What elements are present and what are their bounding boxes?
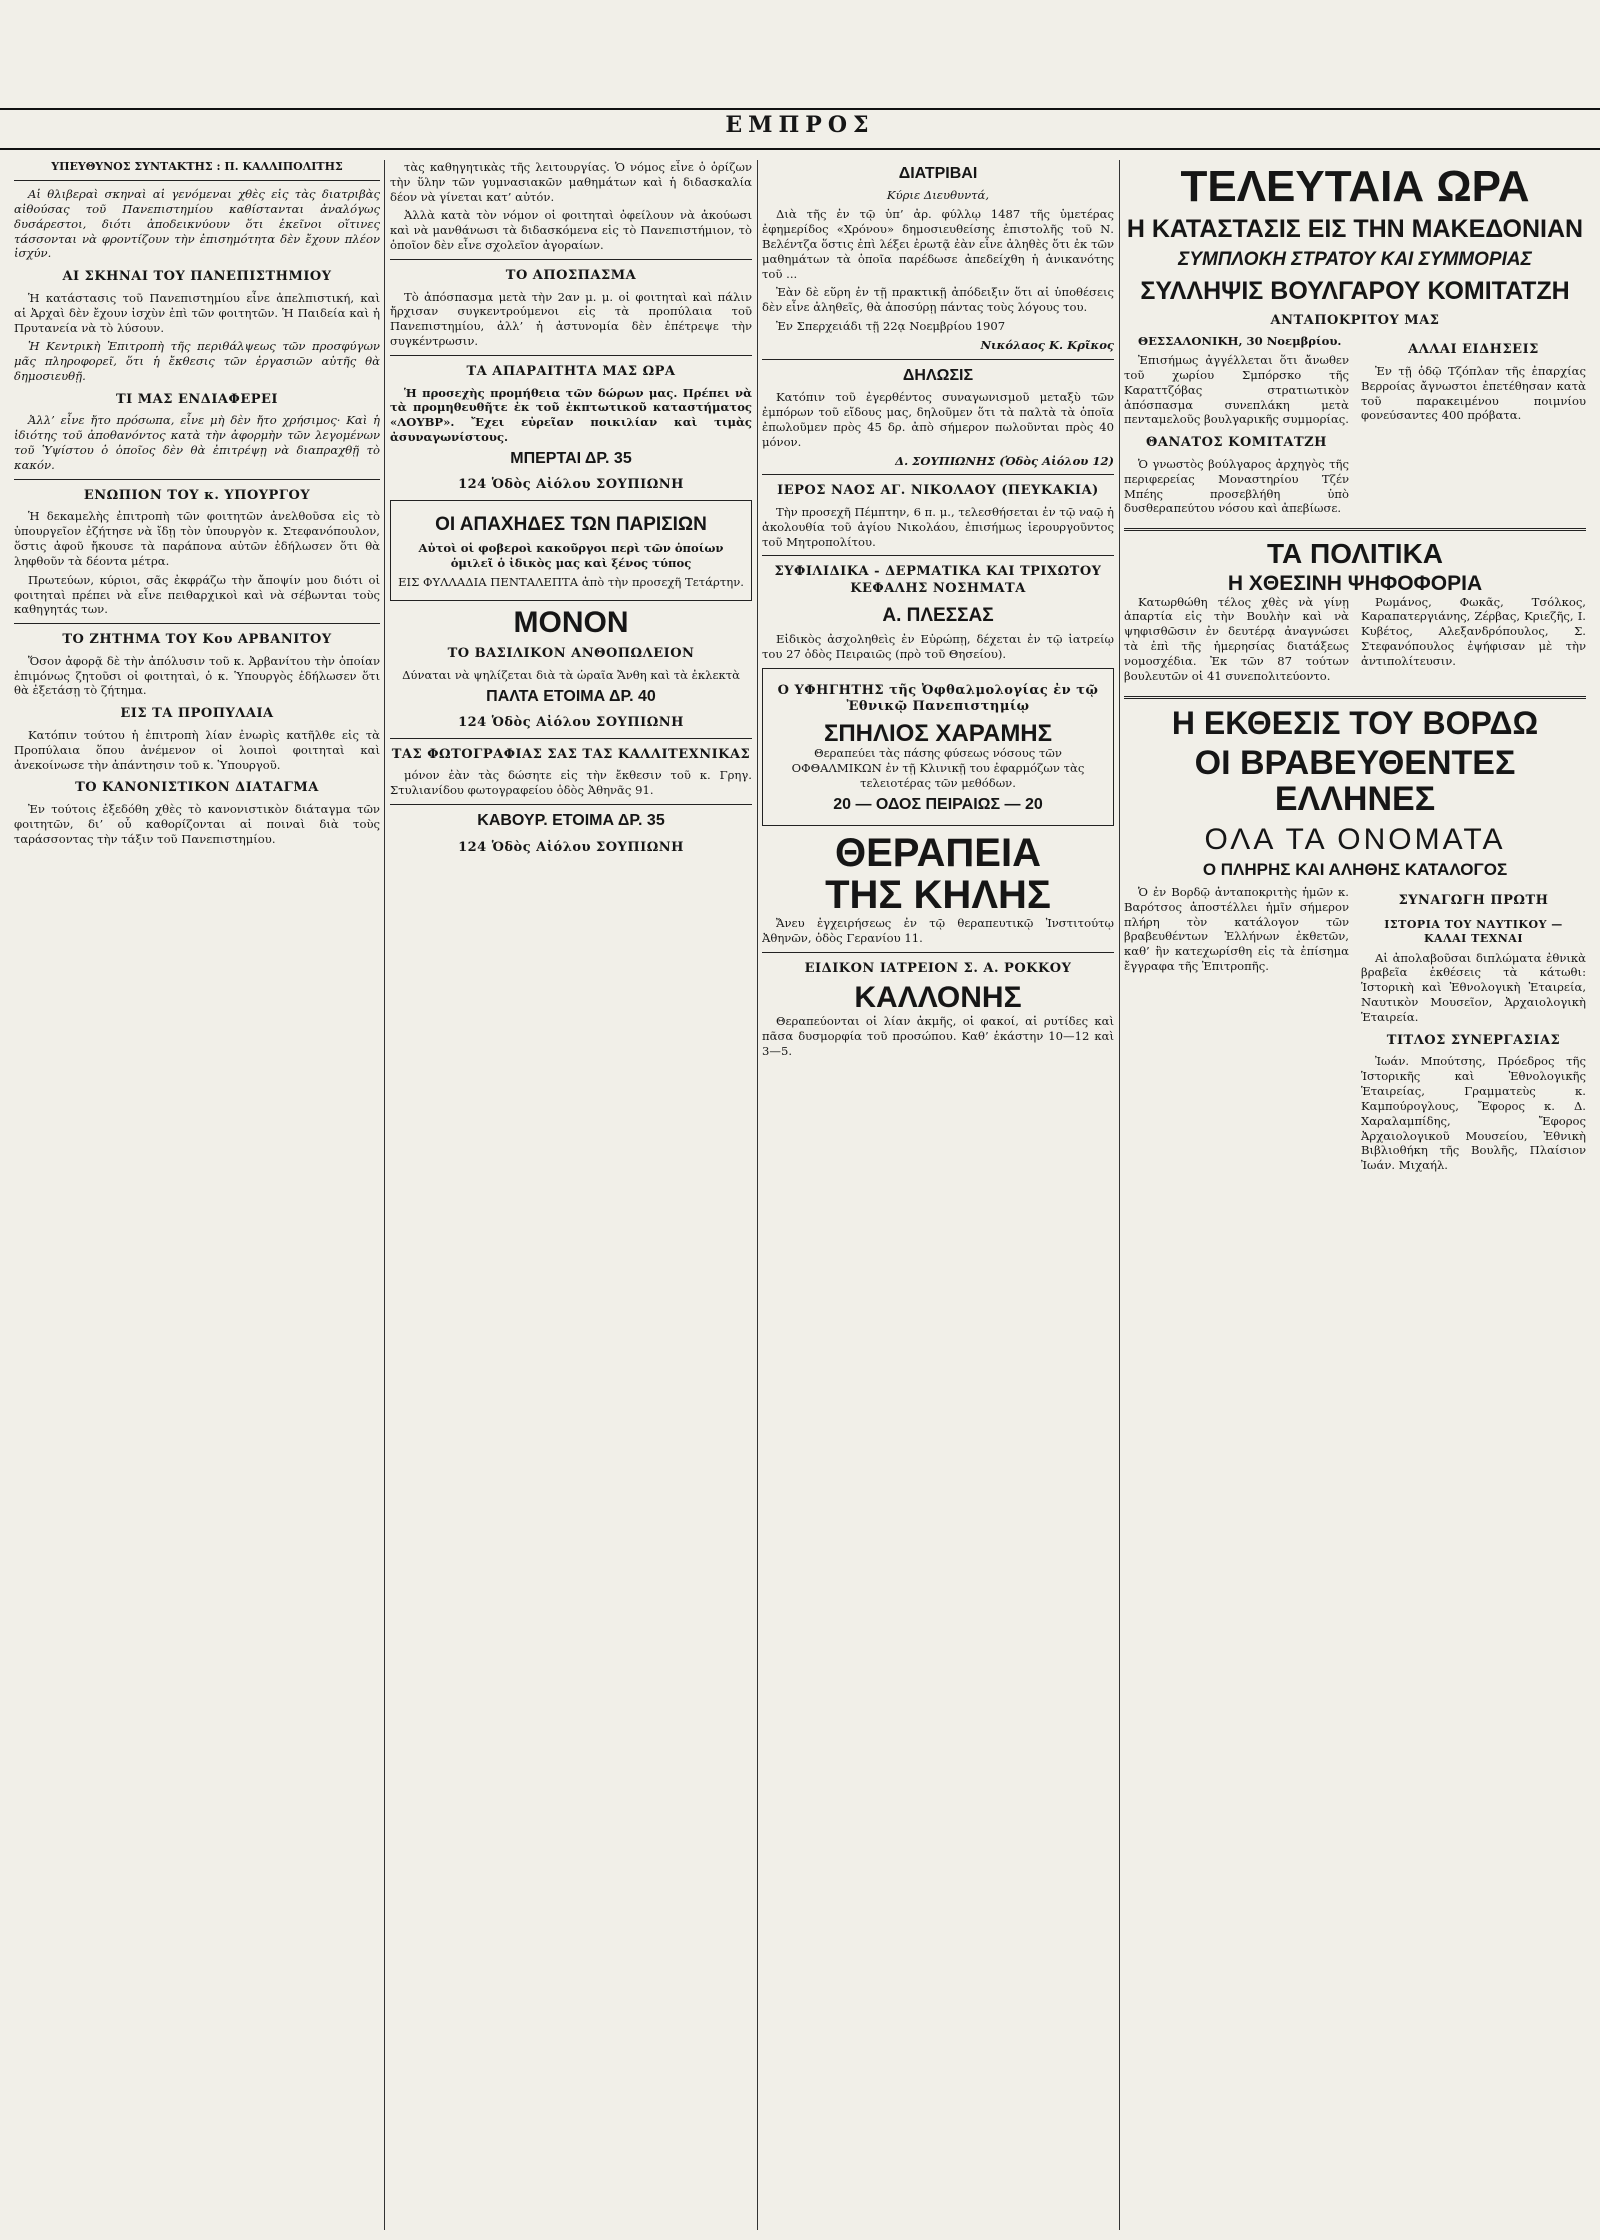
- divider: [14, 479, 380, 480]
- ad-text: ΕΙΣ ΦΥΛΛΑΔΙΑ ΠΕΝΤΑΛΕΠΤΑ ἀπὸ τὴν προσεχῆ Τετάρτην.: [398, 574, 744, 589]
- article-heading: ΤΟ ΚΑΝΟΝΙΣΤΙΚΟΝ ΔΙΑΤΑΓΜΑ: [75, 780, 319, 796]
- news-column-right: [1361, 595, 1586, 688]
- column-3: [762, 160, 1114, 2230]
- column-divider: [384, 160, 385, 2230]
- news-heading: ΑΛΛΑΙ ΕΙΔΗΣΕΙΣ: [1408, 342, 1539, 358]
- news-paragraph: Ρωμάνος, Φωκᾶς, Τσόλκος, Καραπατεργιάνης, Ζέρβας, Κριεζῆς, Ι. Κυβέτος, Αλεξανδρόπουλος, Σ. Στεφανόπουλος ἐψήφισαν μὲ τὴν ἀντιπολίτευσιν.: [1361, 594, 1586, 668]
- headline-banner: ΤΕΛΕΥΤΑΙΑ ΩΡΑ: [1180, 162, 1530, 211]
- ad-address: 124 Ὁδὸς Αἰόλου ΣΟΥΠΙΩΝΗ: [458, 715, 684, 731]
- divider: [762, 952, 1114, 953]
- divider: [14, 180, 380, 181]
- ad-title: ΜΟΝΟΝ: [513, 605, 629, 639]
- divider: [390, 355, 752, 356]
- headline-banner: Η ΚΑΤΑΣΤΑΣΙΣ ΕΙΣ ΤΗΝ ΜΑΚΕΔΟΝΙΑΝ: [1126, 215, 1584, 244]
- article-paragraph: Ἡ δεκαμελὴς ἐπιτροπὴ τῶν φοιτητῶν ἀνελθοῦσα εἰς τὸ ὑπουργεῖον ἐζήτησε νὰ ἴδῃ τὸν ὑπουργὸν κ. Στεφανόπουλον, ὅστις ἀφοῦ ἤκουσε τὰ παράπονα αὐτῶν ἐδήλωσεν ὅτι θὰ ληφθοῦν τὰ δέοντα μέτρα.: [14, 509, 380, 568]
- ad-text: Εἰδικὸς ἀσχοληθεὶς ἐν Εὐρώπῃ, δέχεται ἐν τῷ ἰατρείῳ του 27 ὁδὸς Πειραιῶς (πρὸ τοῦ Θησείου).: [762, 632, 1114, 661]
- headline-banner: Ο ΠΛΗΡΗΣ ΚΑΙ ΑΛΗΘΗΣ ΚΑΤΑΛΟΓΟΣ: [1202, 860, 1508, 880]
- ad-text: Ἄνευ ἐγχειρήσεως ἐν τῷ θεραπευτικῷ Ἰνστιτούτῳ Ἀθηνῶν, ὁδὸς Γερανίου 11.: [762, 916, 1114, 945]
- ad-heading: Ο ΥΦΗΓΗΤΗΣ τῆς Ὀφθαλμολογίας ἐν τῷ Ἐθνικῷ Πανεπιστημίῳ: [777, 682, 1099, 715]
- ad-text: Αὐτοὶ οἱ φοβεροὶ κακοῦργοι περὶ τῶν ὁποίων ὁμιλεῖ ὁ ἰδικὸς μας καὶ ξένος τύπος: [418, 541, 724, 571]
- ad-price: ΚΑΒΟΥΡ. ΕΤΟΙΜΑ ΔΡ. 35: [477, 812, 665, 830]
- article-heading: ΕΙΣ ΤΑ ΠΡΟΠΥΛΑΙΑ: [120, 706, 274, 722]
- divider: [762, 359, 1114, 360]
- ad-heading: ΤΑΣ ΦΩΤΟΓΡΑΦΙΑΣ ΣΑΣ ΤΑΣ ΚΑΛΛΙΤΕΧΝΙΚΑΣ: [391, 746, 751, 762]
- news-heading: ΘΑΝΑΤΟΣ ΚΟΜΙΤΑΤΖΗ: [1146, 435, 1327, 451]
- news-paragraph: Ἐν τῇ ὁδῷ Τζόπλαν τῆς ἐπαρχίας Βερροίας ἄγνωστοι ἐπετέθησαν κατὰ τοῦ παρακειμένου ποιμνίου φονεύσαντες 400 πρόβατα.: [1361, 363, 1586, 423]
- article-paragraph: Ἀλλὰ κατὰ τὸν νόμον οἱ φοιτηταὶ ὀφείλουν νὰ ἀκούωσι καὶ νὰ μανθάνωσι τὰ διδασκόμενα εἰς τὸ Πανεπιστήμιον, τὸ ὁποῖον δὲν εἶνε σχολεῖον ἀγοραίων.: [390, 208, 752, 253]
- ad-title: ΟΙ ΑΠΑΧΗΔΕΣ ΤΩΝ ΠΑΡΙΣΙΩΝ: [435, 513, 707, 535]
- ad-price: ΜΠΕΡΤΑΙ ΔΡ. 35: [510, 449, 632, 467]
- article-paragraph: Πρωτεύων, κύριοι, σᾶς ἐκφράζω τὴν ἄποψίν μου διότι οἱ φοιτηταὶ πρέπει νὰ εἶνε πειθαρχικοὶ καὶ νὰ σέβωνται τοὺς καθηγητάς των.: [14, 572, 380, 617]
- article-paragraph: Ἐὰν δὲ εὕρη ἐν τῇ πρακτικῇ ἀπόδειξιν ὅτι αἱ ὑποθέσεις δὲν εἶνε ἀληθεῖς, θὰ ἀποσύρῃ πάντας τοὺς λόγους του.: [762, 285, 1114, 315]
- ad-heading: ΕΙΔΙΚΟΝ ΙΑΤΡΕΙΟΝ Σ. Α. ΡΟΚΚΟΥ: [804, 960, 1072, 976]
- ad-title: ΚΑΛΛΟΝΗΣ: [854, 981, 1022, 1015]
- divider: [762, 555, 1114, 556]
- notice-signature: Δ. ΣΟΥΠΙΩΝΗΣ (Ὁδὸς Αἰόλου 12): [895, 453, 1114, 468]
- column-divider: [757, 160, 758, 2230]
- news-paragraph: Ἰωάν. Μπούτσης, Πρόεδρος τῆς Ἱστορικῆς καὶ Ἐθνολογικῆς Ἑταιρείας, Γραμματεὺς κ. Καμπούρογλους, Ἔφορος κ. Δ. Χαραλαμπίδης, Ἔφορος Ἀρχαιολογικοῦ Μουσείου, Ἐθνικὴ Βιβλιοθήκη τῆς Βουλῆς, Πλαίσιον Ἰωάν. Μιχαήλ.: [1361, 1054, 1586, 1173]
- column-4: [1124, 160, 1586, 2230]
- article-paragraph: Ἐν τούτοις ἐξεδόθη χθὲς τὸ κανονιστικὸν διάταγμα τῶν φοιτητῶν, δι’ οὗ καθορίζονται αἱ ποιναὶ διὰ τοὺς ταράσσοντας τὴν τάξιν τοῦ Πανεπιστημίου.: [14, 802, 380, 846]
- column-divider: [1119, 160, 1120, 2230]
- ad-heading: ΣΥΦΙΛΙΔΙΚΑ - ΔΕΡΜΑΤΙΚΑ ΚΑΙ ΤΡΙΧΩΤΟΥ ΚΕΦΑΛΗΣ ΝΟΣΗΜΑΤΑ: [774, 564, 1102, 597]
- divider: [390, 259, 752, 260]
- ad-heading: ΤΟ ΒΑΣΙΛΙΚΟΝ ΑΝΘΟΠΩΛΕΙΟΝ: [447, 646, 695, 662]
- ad-address: 124 Ὁδὸς Αἰόλου ΣΟΥΠΙΩΝΗ: [458, 477, 684, 493]
- article-paragraph: Κατόπιν τούτου ἡ ἐπιτροπὴ λίαν ἐνωρὶς κατῆλθε εἰς τὰ Προπύλαια ὅπου ἀνέμενον οἱ λοιποὶ φοιτηταὶ καὶ ἀνεκοίνωσε τὴν ἀπάντησιν τοῦ κ. Ὑπουργοῦ.: [14, 727, 380, 772]
- article-paragraph: Τὸ ἀπόσπασμα μετὰ τὴν 2αν μ. μ. οἱ φοιτηταὶ καὶ πάλιν ἤρχισαν συγκεντρούμενοι εἰς τὰ προπύλαια τοῦ Πανεπιστημίου, ἀλλ’ ἡ ἀστυνομία δὲν ἐπέτρεψε τὴν συγκέντρωσιν.: [390, 289, 752, 349]
- doctor-name: ΣΠΗΛΙΟΣ ΧΑΡΑΜΗΣ: [823, 719, 1053, 747]
- notice-heading: ΙΕΡΟΣ ΝΑΟΣ ΑΓ. ΝΙΚΟΛΑΟΥ (ΠΕΥΚΑΚΙΑ): [777, 483, 1099, 499]
- news-heading: ΣΥΝΑΓΩΓΗ ΠΡΩΤΗ: [1398, 892, 1549, 908]
- divider: [390, 738, 752, 739]
- headline-sub: ΑΝΤΑΠΟΚΡΙΤΟΥ ΜΑΣ: [1270, 312, 1440, 328]
- article-paragraph: Ὅσον ἀφορᾷ δὲ τὴν ἀπόλυσιν τοῦ κ. Ἀρβανίτου τὴν ὁποίαν ἐπιμόνως ζητοῦσι οἱ φοιτηταὶ, ὁ κ. Ὑπουργὸς ἐδήλωσεν ὅτι θὰ ἐξετάσῃ τὸ ζήτημα.: [14, 653, 380, 698]
- divider: [1124, 528, 1586, 531]
- article-heading: ΤΟ ΑΠΟΣΠΑΣΜΑ: [505, 267, 637, 283]
- ad-heading: ΤΑ ΑΠΑΡΑΙΤΗΤΑ ΜΑΣ ΩΡΑ: [466, 363, 676, 379]
- ad-price: ΠΑΛΤΑ ΕΤΟΙΜΑ ΔΡ. 40: [486, 687, 656, 705]
- ad-title: ΘΕΡΑΠΕΙΑ: [835, 831, 1041, 876]
- headline-banner: ΟΛΑ ΤΑ ΟΝΟΜΑΤΑ: [1204, 822, 1506, 856]
- article-heading: ΤΟ ΖΗΤΗΜΑ ΤΟΥ Κου ΑΡΒΑΝΙΤΟΥ: [62, 632, 332, 648]
- notice-text: Τὴν προσεχῆ Πέμπτην, 6 π. μ., τελεσθήσεται ἐν τῷ ναῷ ἡ ἀκολουθία τοῦ ἁγίου Νικολάου, ἐπισήμως ἱερουργοῦντος τοῦ Μητροπολίτου.: [762, 504, 1114, 549]
- masthead-bottom-rule: [0, 148, 1600, 150]
- headline-banner: ΣΥΜΠΛΟΚΗ ΣΤΡΑΤΟΥ ΚΑΙ ΣΥΜΜΟΡΙΑΣ: [1178, 249, 1532, 271]
- doctor-name: Α. ΠΛΕΣΣΑΣ: [882, 604, 994, 626]
- news-columns: [1124, 595, 1586, 688]
- ad-text: μόνον ἐὰν τὰς δώσητε εἰς τὴν ἔκθεσιν τοῦ κ. Γρηγ. Στυλιανίδου φωτογραφείου ὁδὸς Ἀθηνᾶς 91.: [390, 768, 752, 798]
- article-date: Ἐν Σπερχειάδι τῇ 22ᾳ Νοεμβρίου 1907: [776, 319, 1006, 334]
- article-signature: Νικόλαος Κ. Κρῖκος: [980, 337, 1114, 352]
- news-subheading: ΙΣΤΟΡΙΑ ΤΟΥ ΝΑΥΤΙΚΟΥ — ΚΑΛΑΙ ΤΕΧΝΑΙ: [1384, 917, 1563, 945]
- news-columns: [1124, 334, 1586, 520]
- column-2: [390, 160, 752, 2230]
- ad-text: Ἡ προσεχὴς προμήθεια τῶν δώρων μας. Πρέπει νὰ τὰ προμηθευθῆτε ἐκ τοῦ ἐκπτωτικοῦ καταστήματος «ΛΟΥΒΡ». Ἔχει εὐρεῖαν ποικιλίαν καὶ τιμὰς ἀσυναγωνίστους.: [390, 385, 752, 445]
- article-paragraph: τὰς καθηγητικὰς τῆς λειτουργίας. Ὁ νόμος εἶνε ὁ ὁρίζων τὴν ὕλην τῶν γυμνασιακῶν μαθημάτων καὶ ἡ διδασκαλία δέον νὰ γίνεται κατ’ αὐτόν.: [390, 160, 752, 204]
- article-heading: ΕΝΩΠΙΟΝ ΤΟΥ κ. ΥΠΟΥΡΓΟΥ: [83, 487, 311, 503]
- column-1: [14, 160, 380, 2230]
- article-paragraph: Διὰ τῆς ἐν τῷ ὑπ’ ἀρ. φύλλῳ 1487 τῆς ὑμετέρας ἐφημερίδος «Χρόνου» δημοσιευθείσης ἐπιστολῆς τοῦ Ν. Βελέντζα ὅστις ἐπὶ λέξει ἐρωτᾷ ἐὰν εἶνε ἀληθὲς ὅτι ἐκ τῶν μαθημάτων τὰ ὁποῖα παρέδωσε ἀπεδείχθη ἡ ἀνικανότης τοῦ ...: [762, 207, 1114, 281]
- news-column-right: [1361, 885, 1586, 1177]
- news-column-left: [1124, 885, 1349, 1177]
- news-paragraph: Κατωρθώθη τέλος χθὲς νὰ γίνῃ ἀπαρτία εἰς τὴν Βουλὴν καὶ νὰ ψηφισθῶσιν ἐν δευτέρᾳ ἀναγνώσει τὰ ἐπὶ τῆς ἡμερησίας διατάξεως νομοσχέδια. Ἐκ τῶν 87 τούτων βουλευτῶν οἱ 41 συνεπολιτεύοντο.: [1124, 594, 1349, 683]
- headline-banner: Η ΕΚΘΕΣΙΣ ΤΟΥ ΒΟΡΔΩ: [1171, 704, 1539, 741]
- headline-banner: ΟΙ ΒΡΑΒΕΥΘΕΝΤΕΣ ΕΛΛΗΝΕΣ: [1194, 744, 1516, 818]
- article-intro: Αἱ θλιβεραὶ σκηναὶ αἱ γενόμεναι χθὲς εἰς τὰς διατριβὰς αἰθούσας τοῦ Πανεπιστημίου καθίστανται ἀναλόγως δυσάρεστοι, διότι ἀποδεικνύουν ὅτι ἐκεῖνοι οἵτινες τάσσονται νὰ φροντίζουν τὴν ἐπισημότητα δὲν ἔχουν πλέον ἰσχύν.: [14, 187, 380, 261]
- editor-byline: ΥΠΕΥΘΥΝΟΣ ΣΥΝΤΑΚΤΗΣ : Π. ΚΑΛΛΙΠΟΛΙΤΗΣ: [51, 160, 343, 173]
- advertisement: [390, 500, 752, 601]
- ad-text: Δύναται νὰ ψηλίζεται διὰ τὰ ὡραῖα Ἄνθη καὶ τὰ ἐκλεκτὰ: [402, 667, 740, 682]
- notice-heading: ΔΗΛΩΣΙΣ: [902, 366, 974, 384]
- news-paragraph: Αἱ ἀπολαβοῦσαι διπλώματα ἐθνικὰ βραβεῖα ἐκθέσεις τὰ κάτωθι: Ἱστορικὴ καὶ Ἐθνολογικὴ Ἑταιρεία, Ναυτικὸν Μουσεῖον, Ἀρχαιολογικὴ Ἑταιρεία.: [1361, 950, 1586, 1024]
- divider: [14, 623, 380, 624]
- headline-banner: Η ΧΘΕΣΙΝΗ ΨΗΦΟΦΟΡΙΑ: [1227, 571, 1483, 595]
- divider: [1124, 696, 1586, 699]
- article-paragraph: Ἡ κατάστασις τοῦ Πανεπιστημίου εἶνε ἀπελπιστική, καὶ αἱ Ἀρχαὶ δὲν ἔχουν ἰσχὺν ἐπὶ τῶν φοιτητῶν. Ἡ Παιδεία καὶ ἡ Πρυτανεία νὰ τὸ λύσουν.: [14, 290, 380, 335]
- news-heading: ΤΙΤΛΟΣ ΣΥΝΕΡΓΑΣΙΑΣ: [1386, 1032, 1561, 1048]
- article-heading: ΑΙ ΣΚΗΝΑΙ ΤΟΥ ΠΑΝΕΠΙΣΤΗΜΙΟΥ: [62, 269, 332, 285]
- news-column-right: [1361, 334, 1586, 520]
- ad-title: ΤΗΣ ΚΗΛΗΣ: [825, 873, 1051, 918]
- news-column-left: [1124, 334, 1349, 520]
- news-dateline: ΘΕΣΣΑΛΟΝΙΚΗ, 30 Νοεμβρίου.: [1138, 334, 1342, 349]
- article-paragraph: Ἡ Κεντρικὴ Ἐπιτροπὴ τῆς περιθάλψεως τῶν προσφύγων μᾶς πληροφορεῖ, ὅτι ἡ ἔκθεσις τῶν ἐργασιῶν αὐτῆς θὰ δημοσιευθῇ.: [14, 339, 380, 383]
- masthead-title: ΕΜΠΡΟΣ: [725, 112, 875, 138]
- news-paragraph: Ὁ ἐν Βορδῷ ἀνταποκριτὴς ἡμῶν κ. Βαρότσος ἀποστέλλει ἡμῖν σήμερον πλήρη τὸν κατάλογον τῶν βραβευθέντων Ἑλλήνων ἐκθετῶν, καθ’ ἣν κατεχωρίσθη εἰς τὰ ἐπίσημα ἔγγραφα τῆς Ἐπιτροπῆς.: [1124, 884, 1349, 974]
- news-paragraph: Ἐπισήμως ἀγγέλλεται ὅτι ἄνωθεν τοῦ χωρίου Σμπόρσκο τῆς Καραττζόβας στρατιωτικὸν ἀπόσπασμα συνεπλάκη μετὰ πενταμελοῦς βουλγαρικῆς συμμορίας.: [1124, 353, 1349, 427]
- news-columns: [1124, 885, 1586, 1177]
- divider: [762, 474, 1114, 475]
- headline-banner: ΤΑ ΠΟΛΙΤΙΚΑ: [1266, 538, 1444, 570]
- divider: [390, 804, 752, 805]
- news-paragraph: Ὁ γνωστὸς βούλγαρος ἀρχηγὸς τῆς περιφερείας Μοναστηρίου Τζέν Μπέης προσεβλήθη ὑπὸ δυσθεραπεύτου νόσου καὶ ἀπεβίωσε.: [1124, 456, 1349, 516]
- ad-text: Θεραπεύει τὰς πάσης φύσεως νόσους τῶν ΟΦΘΑΛΜΙΚΩΝ ἐν τῇ Κλινικῇ του ἐφαρμόζων τὰς τελειοτέρας τῶν μεθόδων.: [791, 746, 1085, 790]
- masthead-top-rule: [0, 108, 1600, 110]
- notice-text: Κατόπιν τοῦ ἐγερθέντος συναγωνισμοῦ μεταξὺ τῶν ἐμπόρων τοῦ εἴδους μας, δηλοῦμεν ὅτι τὰ παλτὰ τὰ ὁποῖα ἐπωλοῦμεν πρὸς 45 δρ. ἀπὸ σήμερον πωλοῦνται πρὸς 40 μόνον.: [762, 390, 1114, 449]
- ad-address: 20 — ΟΔΟΣ ΠΕΙΡΑΙΩΣ — 20: [833, 795, 1043, 813]
- article-heading: ΤΙ ΜΑΣ ΕΝΔΙΑΦΕΡΕΙ: [115, 391, 279, 407]
- ad-address: 124 Ὁδὸς Αἰόλου ΣΟΥΠΙΩΝΗ: [458, 839, 684, 855]
- ad-text: Θεραπεύονται οἱ λίαν ἀκμῆς, οἱ φακοί, αἱ ρυτίδες καὶ πᾶσα δυσμορφία τοῦ προσώπου. Καθ’ ἑκάστην 10—12 καὶ 3—5.: [762, 1013, 1114, 1058]
- advertisement: [762, 668, 1114, 826]
- headline-banner: ΣΥΛΛΗΨΙΣ ΒΟΥΛΓΑΡΟΥ ΚΟΜΙΤΑΤΖΗ: [1140, 277, 1570, 306]
- news-column-left: [1124, 595, 1349, 688]
- article-paragraph: Ἀλλ’ εἶνε ἤτο πρόσωπα, εἶνε μὴ δὲν ἤτο χρήσιμος· Καὶ ἡ ἰδιότης τοῦ ἀποθανόντος κατὰ τὴν ἀφορμὴν τῶν λεγομένων τοῦ Ὑψίστου ὁ ὁποῖος δὲν θὰ ἐπιτρέψῃ νὰ διαπραχθῇ τὸ κακόν.: [14, 413, 380, 472]
- article-salutation: Κύριε Διευθυντά,: [886, 188, 990, 203]
- article-heading: ΔΙΑΤΡΙΒΑΙ: [898, 165, 978, 182]
